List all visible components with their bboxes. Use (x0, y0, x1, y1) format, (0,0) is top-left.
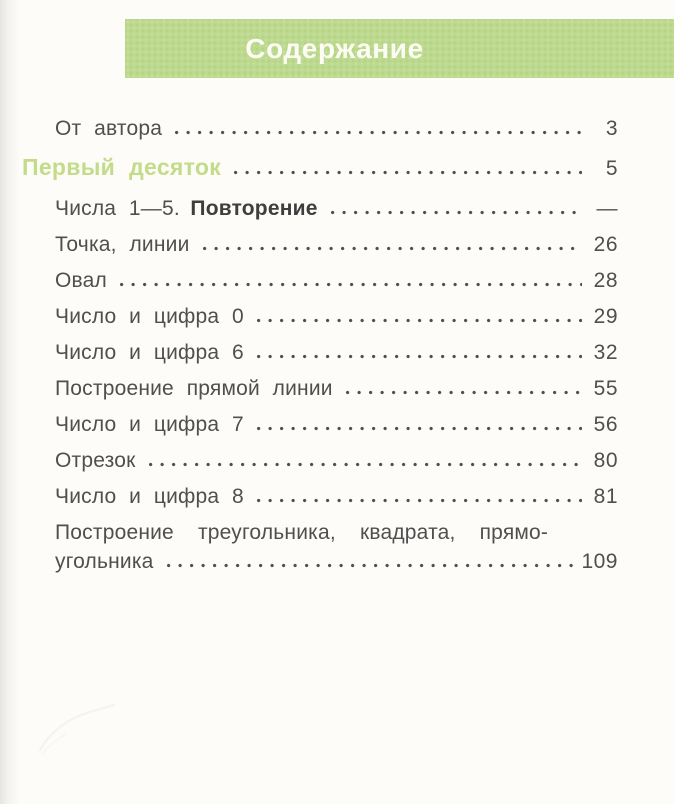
toc-entry-page: 80 (593, 449, 618, 472)
toc-entry-label: Число и цифра 7 (55, 413, 244, 436)
toc-entry-label: Построение треугольника, квадрата, прямо- (55, 521, 549, 544)
scan-left-shadow (0, 0, 20, 804)
toc-entry-label: Число и цифра 8 (55, 485, 244, 508)
dot-leader (119, 282, 582, 287)
toc-entry-label: Построение прямой линии (55, 377, 333, 400)
toc-entry (55, 450, 618, 472)
toc-section-heading (22, 156, 618, 180)
toc-entry (55, 486, 618, 508)
toc-entry-page: 55 (593, 377, 618, 400)
dot-leader (345, 390, 582, 395)
toc-entry (55, 198, 618, 220)
toc-entry-page: — (596, 197, 618, 220)
toc-entry-label: Точка, линии (55, 233, 190, 256)
toc-entry-page: 26 (593, 233, 618, 256)
dot-leader (330, 210, 582, 215)
dot-leader (256, 318, 582, 323)
dot-leader (148, 462, 582, 467)
dot-leader (256, 354, 582, 359)
toc-entry (55, 306, 618, 328)
dot-leader (256, 426, 582, 431)
toc-entry-label: От автора (55, 117, 163, 140)
toc-entry-line1 (55, 522, 618, 544)
toc-entry-label: Овал (55, 269, 107, 292)
toc-entry-label: Число и цифра 6 (55, 341, 244, 364)
toc-entry-line2 (55, 551, 618, 573)
dot-leader (256, 498, 582, 503)
toc-entry-page: 81 (593, 485, 618, 508)
toc-entry (55, 118, 618, 140)
toc-entry-page: 5 (605, 157, 618, 180)
toc-entry-label (55, 198, 318, 220)
page-title: Содержание (245, 33, 424, 64)
toc-entry-page: 28 (593, 269, 618, 292)
toc-entry-page: 3 (605, 117, 618, 140)
toc-entry (55, 342, 618, 364)
table-of-contents (22, 117, 618, 587)
toc-entry-label: Число и цифра 0 (55, 305, 244, 328)
contents-header-bar (125, 19, 674, 78)
toc-entry-label: угольника (55, 550, 154, 573)
toc-entry (55, 270, 618, 292)
toc-entry (55, 234, 618, 256)
toc-entry-label-prefix: Числа 1—5. (55, 197, 180, 220)
toc-entry-label-bold: Повторение (190, 197, 318, 220)
toc-entry (55, 378, 618, 400)
toc-entry-page: 109 (581, 550, 618, 573)
dot-leader (166, 563, 581, 568)
toc-section-label: Первый десяток (22, 154, 222, 180)
pencil-scan-artifact (28, 698, 118, 762)
dot-leader (202, 246, 582, 251)
toc-entry (55, 414, 618, 436)
toc-entry-page: 32 (593, 341, 618, 364)
dot-leader (233, 170, 582, 175)
dot-leader (174, 130, 582, 135)
toc-entry-page: 56 (593, 413, 618, 436)
toc-entry-page: 29 (593, 305, 618, 328)
toc-entry-label: Отрезок (55, 449, 136, 472)
